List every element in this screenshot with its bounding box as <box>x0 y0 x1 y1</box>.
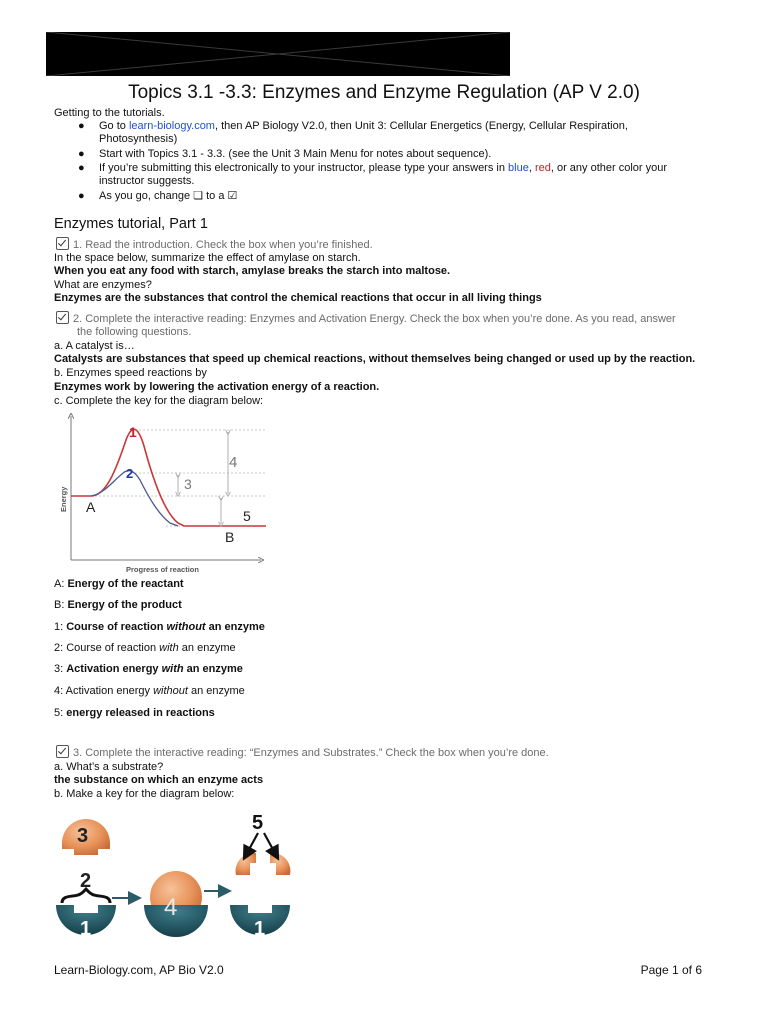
list-item: ● As you go, change ❏ to a ☑ <box>78 189 238 202</box>
intro-text: Getting to the tutorials. <box>54 107 165 119</box>
label-2: 2 <box>80 870 92 892</box>
task-2-cont: the following questions. <box>77 326 192 338</box>
label-2: 2 <box>126 466 134 481</box>
label-3: 3 <box>184 476 192 492</box>
key-A: A: Energy of the reactant <box>54 578 184 590</box>
label-3: 3 <box>77 825 89 847</box>
page-title: Topics 3.1 -3.3: Enzymes and Enzyme Regulation (AP V 2.0) <box>128 82 640 103</box>
checkbox-checked-icon[interactable] <box>56 311 69 324</box>
x-axis-label: Progress of reaction <box>126 565 199 574</box>
footer-left: Learn-Biology.com, AP Bio V2.0 <box>54 963 224 977</box>
y-axis-label: Energy <box>59 486 68 512</box>
label-4: 4 <box>164 894 178 921</box>
list-item: ● Go to learn-biology.com, then AP Biology V2.0, then Unit 3: Cellular Energetics (Energy, Cellular Respiration, Photosynthesis) <box>78 120 628 145</box>
key-5: 5: energy released in reactions <box>54 707 215 719</box>
q1-prompt-2: What are enzymes? <box>54 279 152 291</box>
section-heading: Enzymes tutorial, Part 1 <box>54 216 208 232</box>
page-number: Page 1 of 6 <box>640 963 702 977</box>
product-shape <box>270 853 290 875</box>
learn-biology-link[interactable]: learn-biology.com <box>128 120 215 132</box>
q1-answer-1: When you eat any food with starch, amylase breaks the starch into maltose. <box>54 265 451 277</box>
q3-a-prompt: a. What’s a substrate? <box>54 761 164 773</box>
q3-b-prompt: b. Make a key for the diagram below: <box>54 788 235 800</box>
key-B: B: Energy of the product <box>54 599 182 611</box>
label-5: 5 <box>243 508 251 524</box>
key-1: 1: Course of reaction without an enzyme <box>54 621 265 633</box>
q1-prompt-1: In the space below, summarize the effect of amylase on starch. <box>54 252 361 264</box>
task-1: 1. Read the introduction. Check the box when you’re finished. <box>56 237 373 252</box>
label-4: 4 <box>229 454 238 471</box>
checkbox-checked-icon[interactable] <box>56 237 69 250</box>
checkbox-checked-icon[interactable] <box>56 745 69 758</box>
catalyzed-curve <box>91 471 178 526</box>
key-3: 3: Activation energy with an enzyme <box>54 663 243 675</box>
arrow-icon <box>246 833 258 855</box>
q3-a-answer: the substance on which an enzyme acts <box>54 774 264 786</box>
enzyme-substrate-diagram <box>50 805 310 947</box>
energy-diagram <box>56 410 276 575</box>
uncatalyzed-curve <box>71 429 266 526</box>
product-shape <box>236 853 256 875</box>
label-A: A <box>86 499 96 515</box>
label-1: 1 <box>254 918 266 940</box>
q2-a-answer: Catalysts are substances that speed up chemical reactions, without themselves being changed or used up by the reaction. <box>54 353 696 365</box>
q2-a-prompt: a. A catalyst is… <box>54 340 135 352</box>
key-2: 2: Course of reaction with an enzyme <box>54 642 236 654</box>
q2-b-prompt: b. Enzymes speed reactions by <box>54 367 207 379</box>
label-1: 1 <box>80 918 92 940</box>
q1-answer-2: Enzymes are the substances that control the chemical reactions that occur in all living things <box>54 292 542 304</box>
task-3: 3. Complete the interactive reading: “Enzymes and Substrates.” Check the box when you’re done. <box>56 745 549 760</box>
list-item: ● Start with Topics 3.1 - 3.3. (see the Unit 3 Main Menu for notes about sequence). <box>78 147 492 160</box>
label-5: 5 <box>252 812 264 834</box>
instructions-list <box>78 120 708 204</box>
q2-c-prompt: c. Complete the key for the diagram below: <box>54 395 264 407</box>
label-1: 1 <box>129 424 137 440</box>
key-4: 4: Activation energy without an enzyme <box>54 685 245 697</box>
list-item: ● If you’re submitting this electronically to your instructor, please type your answers in blue, red, or any other color your instructor suggests. <box>78 162 668 187</box>
q2-b-answer: Enzymes work by lowering the activation energy of a reaction. <box>54 381 380 393</box>
arrow-icon <box>264 833 276 855</box>
label-B: B <box>225 529 235 545</box>
task-2: 2. Complete the interactive reading: Enzymes and Activation Energy. Check the box when you’re done. As you read, answer <box>56 311 676 326</box>
header-banner-image <box>46 32 510 76</box>
